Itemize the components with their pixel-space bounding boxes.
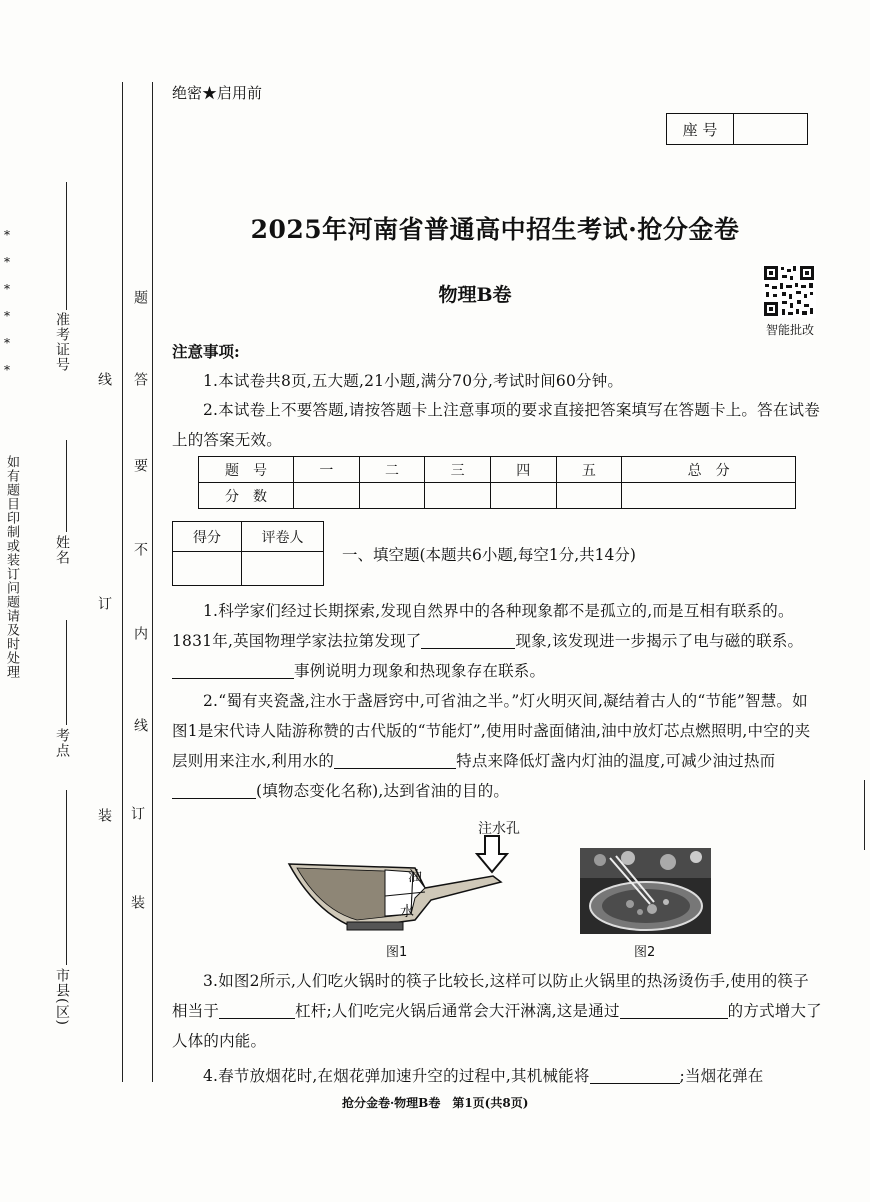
seal-word: 要 (132, 458, 148, 473)
edge-mark (864, 780, 865, 850)
field-line-site (66, 620, 67, 725)
figure-1-caption: 图1 (386, 945, 408, 960)
q4-text-a: 4.春节放烟花时,在烟花弹加速升空的过程中,其机械能将 (203, 1067, 590, 1085)
seal-line-inner (152, 82, 153, 1082)
q3-text-b: 杠杆;人们吃完火锅后通常会大汗淋漓,这是通过 (295, 1002, 620, 1020)
field-line-city (66, 790, 67, 965)
score-table-header: 一 (294, 457, 360, 483)
score-cell (294, 483, 360, 509)
grader-box (172, 521, 324, 586)
field-line-name (66, 440, 67, 532)
score-table-row-label: 分 数 (199, 483, 294, 509)
q3-blank-1 (219, 1000, 295, 1019)
field-label-city: 市县(区) (54, 968, 70, 1026)
q1-text-c: 事例说明力现象和热现象存在联系。 (294, 662, 546, 680)
question-2 (172, 686, 822, 806)
q2-text-c: (填物态变化名称),达到省油的目的。 (256, 782, 510, 800)
score-table-header: 题 号 (199, 457, 294, 483)
seal-word: 不 (132, 542, 148, 557)
seal-mark: 装 (96, 808, 112, 823)
field-label-exam-id: 准考证号 (54, 312, 70, 372)
score-table-header: 三 (425, 457, 491, 483)
score-cell (359, 483, 425, 509)
field-label-name: 姓名 (54, 535, 70, 565)
star-mark: * (4, 363, 10, 377)
notes-item-1: 1.本试卷共8页,五大题,21小题,满分70分,考试时间60分钟。 (203, 372, 624, 390)
seal-line (122, 82, 123, 1082)
q4-text-b: ;当烟花弹在 (679, 1067, 764, 1085)
grader-name-cell (242, 552, 324, 586)
grader-score-label: 得分 (173, 522, 242, 552)
seal-mark: 订 (96, 596, 112, 611)
q3-text-c: 的方式增大了人体的内能。 (172, 1002, 822, 1050)
water-inlet-label: 注水孔 (478, 821, 520, 837)
q2-blank-2 (172, 780, 256, 799)
field-line-exam-id (66, 182, 67, 310)
oil-label: 油 (408, 869, 422, 885)
star-mark: * (4, 228, 10, 242)
q3-blank-2 (620, 1000, 728, 1019)
qr-caption: 智能批改 (765, 323, 814, 337)
score-table-header: 四 (490, 457, 556, 483)
question-4 (172, 1061, 822, 1091)
q2-text-b: 特点来降低灯盏内灯油的温度,可减少油过热而 (456, 752, 776, 770)
seal-mark: 订 (129, 806, 145, 821)
figure-2-hotpot-photo (580, 848, 711, 934)
exam-title: 2025年河南省普通高中招生考试·抢分金卷 (250, 215, 740, 244)
q1-text-a: 1.科学家们经过长期探索,发现自然界中的各种现象都不是孤立的,而是互相有联系的。1831年,英国物理学家法拉第发现了 (172, 602, 794, 650)
grader-name-label: 评卷人 (242, 522, 324, 552)
seal-word: 线 (132, 718, 148, 733)
figure-2-caption: 图2 (634, 945, 656, 960)
score-cell (622, 483, 796, 509)
seal-mark: 装 (129, 895, 145, 910)
score-table-header: 五 (556, 457, 622, 483)
star-mark: * (4, 255, 10, 269)
star-mark: * (4, 282, 10, 296)
seat-number-box (666, 113, 808, 145)
confidential-label: 绝密★启用前 (172, 84, 263, 102)
q2-text-a: 2.“蜀有夹瓷盏,注水于盏唇窍中,可省油之半。”灯火明灭间,凝结着古人的“节能”智慧。如图1是宋代诗人陆游称赞的古代版的“节能灯”,使用时盏面储油,油中放灯芯点燃照明,中空的夹层则用来注水,利用水的 (172, 692, 811, 770)
star-mark: * (4, 309, 10, 323)
section-title: 一、填空题(本题共6小题,每空1分,共14分) (342, 546, 636, 564)
q1-blank-1 (421, 630, 515, 649)
binding-notice: 如有题目印制或装订问题请及时处理 (4, 455, 19, 679)
seal-word: 题 (132, 290, 148, 305)
seal-word: 答 (132, 372, 148, 387)
score-table (198, 456, 796, 509)
score-table-header: 总 分 (622, 457, 796, 483)
seal-mark: 线 (96, 372, 112, 387)
score-table-header: 二 (359, 457, 425, 483)
notes-item-2: 2.本试卷上不要答题,请按答题卡上注意事项的要求直接把答案填写在答题卡上。答在试卷上的答案无效。 (172, 401, 820, 449)
seal-word: 内 (132, 626, 148, 641)
seat-number-field (734, 114, 807, 144)
field-label-site: 考点 (54, 728, 70, 758)
q4-blank-1 (590, 1065, 680, 1084)
score-cell (556, 483, 622, 509)
question-1 (172, 596, 822, 686)
q2-blank-1 (334, 750, 456, 769)
page-footer: 抢分金卷·物理B卷 第1页(共8页) (342, 1096, 529, 1110)
q1-blank-2 (172, 660, 294, 679)
seat-number-label: 座 号 (667, 114, 734, 144)
q3-text-a: 3.如图2所示,人们吃火锅时的筷子比较长,这样可以防止火锅里的热汤烫伤手,使用的筷子相当于 (172, 972, 809, 1020)
score-cell (490, 483, 556, 509)
notes-heading: 注意事项: (172, 342, 240, 361)
exam-subtitle: 物理B卷 (438, 284, 512, 306)
score-cell (425, 483, 491, 509)
grader-score-cell (173, 552, 242, 586)
question-3 (172, 966, 822, 1056)
qr-code-icon (762, 264, 816, 318)
q1-text-b: 现象,该发现进一步揭示了电与磁的联系。 (515, 632, 804, 650)
water-label: 水 (400, 904, 414, 920)
star-mark: * (4, 336, 10, 350)
